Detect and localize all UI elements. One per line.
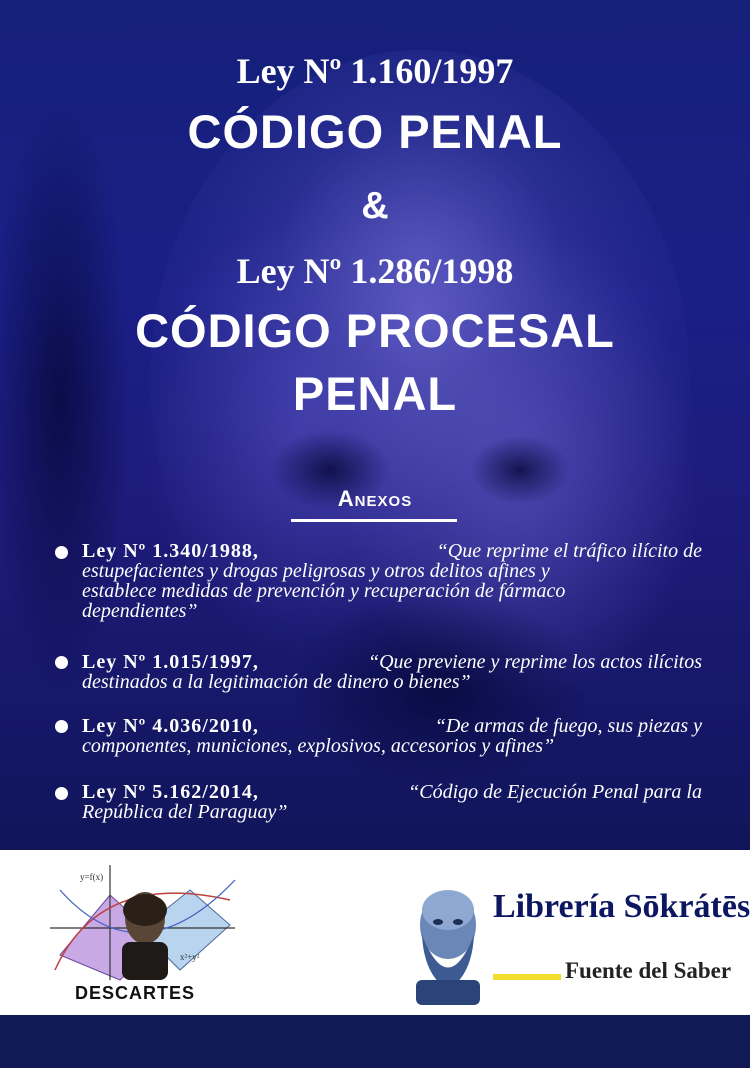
svg-text:x²+y²: x²+y² — [180, 952, 200, 962]
anexo-item-4 — [82, 782, 702, 822]
anexo-text-line: componentes, municiones, explosivos, accesorios y afines” — [82, 735, 555, 757]
anexo-item-3 — [82, 716, 702, 756]
anexo-text-line: “Que previene y reprime los actos ilícitos — [367, 651, 702, 673]
anexo-item-2 — [82, 652, 702, 692]
ampersand: & — [361, 185, 389, 227]
anexo-law: Ley Nº 4.036/2010, — [82, 715, 259, 737]
anexo-text-line: “Código de Ejecución Penal para la — [408, 781, 702, 803]
yellow-accent-bar — [493, 974, 561, 980]
anexo-law: Ley Nº 1.340/1988, — [82, 540, 259, 562]
law-number-1: Ley Nº 1.160/1997 — [236, 51, 514, 91]
law-number-2: Ley Nº 1.286/1998 — [236, 251, 514, 291]
anexo-text-line: “Que reprime el tráfico ilícito de — [436, 540, 702, 562]
descartes-label: DESCARTES — [75, 983, 196, 1003]
bullet-icon — [55, 656, 68, 669]
socrates-bust-logo — [402, 880, 494, 1005]
publisher-name — [493, 888, 750, 926]
anexo-law: Ley Nº 1.015/1997, — [82, 651, 259, 673]
bullet-icon — [55, 787, 68, 800]
publisher-name-plain: Librería — [493, 888, 624, 925]
title-codigo-penal: CÓDIGO PENAL — [187, 105, 563, 158]
title-codigo-procesal: CÓDIGO PROCESAL — [135, 304, 615, 357]
anexo-law: Ley Nº 5.162/2014, — [82, 781, 259, 803]
bullet-icon — [55, 720, 68, 733]
anexo-text-line: dependientes” — [82, 600, 198, 622]
publisher-name-bold: Sōkrátēs — [623, 888, 750, 925]
anexos-heading: Anexos — [337, 486, 413, 511]
anexo-text-line: establece medidas de prevención y recuperación de fármaco — [82, 580, 566, 602]
anexo-item-1 — [82, 541, 702, 621]
bottom-edge — [0, 1015, 750, 1068]
publisher-band — [0, 850, 750, 1015]
anexos-divider — [291, 519, 457, 522]
anexo-text-line: destinados a la legitimación de dinero o bienes” — [82, 671, 471, 693]
svg-text:y=f(x): y=f(x) — [80, 872, 104, 882]
anexo-text-line: República del Paraguay” — [82, 801, 288, 823]
title-penal: PENAL — [292, 367, 458, 420]
publisher-tagline: Fuente del Saber — [565, 958, 732, 983]
descartes-logo — [40, 860, 240, 985]
anexo-text-line: “De armas de fuego, sus piezas y — [434, 715, 702, 737]
anexo-text-line: estupefacientes y drogas peligrosas y otros delitos afines y — [82, 560, 550, 582]
bullet-icon — [55, 546, 68, 559]
